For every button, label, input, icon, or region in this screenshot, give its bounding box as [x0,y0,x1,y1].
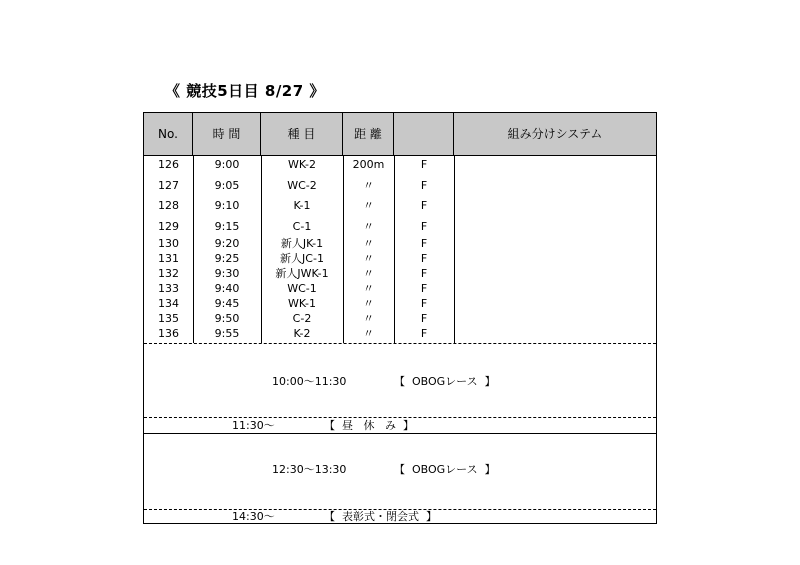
row-event: C-2 [292,312,312,325]
row-code: F [420,179,428,192]
row-code: F [420,237,428,250]
row-time: 9:05 [214,179,240,192]
schedule-table [143,112,657,524]
row-code: F [420,297,428,310]
page-title: 《 競技5日目 8/27 》 [165,82,325,100]
row-time: 9:00 [214,158,240,171]
row-distance: 〃 [363,252,374,265]
row-time: 9:45 [214,297,240,310]
table-header [144,113,656,156]
row-no: 127 [158,179,179,192]
row-event: K-2 [293,327,311,340]
row-distance: 200m [352,158,385,171]
row-no: 129 [158,220,179,233]
band-divider [144,417,656,418]
header-system: 組み分けシステム [507,127,603,141]
row-no: 128 [158,199,179,212]
row-code: F [420,252,428,265]
row-distance: 〃 [363,237,374,250]
band-label: 【 OBOGレース 】 [394,463,496,476]
row-code: F [420,220,428,233]
band-time: 10:00～11:30 [272,375,347,388]
band-label: 【 表彰式・閉会式 】 [324,510,437,523]
row-event: WK-1 [288,297,316,310]
row-time: 9:40 [214,282,240,295]
row-event: WC-1 [287,282,317,295]
band-label: 【 OBOGレース 】 [394,375,496,388]
row-distance: 〃 [363,282,374,295]
row-event: K-1 [293,199,311,212]
row-no: 132 [158,267,179,280]
row-time: 9:15 [214,220,240,233]
row-code: F [420,158,428,171]
header-distance: 距 離 [343,113,394,155]
row-event: WC-2 [287,179,317,192]
row-event: 新人JK-1 [280,237,324,250]
row-distance: 〃 [363,267,374,280]
row-distance: 〃 [363,327,374,340]
band-divider [144,343,656,344]
row-code: F [420,312,428,325]
row-distance: 〃 [363,199,374,212]
row-code: F [420,199,428,212]
band-time: 14:30～ [232,510,275,523]
column-divider [454,156,455,343]
row-event: 新人JC-1 [280,252,324,265]
row-event: C-1 [292,220,312,233]
row-time: 9:30 [214,267,240,280]
band-divider [144,433,656,434]
header-time: 時 間 [193,113,261,155]
row-code: F [420,267,428,280]
row-time: 9:25 [214,252,240,265]
row-no: 135 [158,312,179,325]
row-distance: 〃 [363,297,374,310]
row-no: 133 [158,282,179,295]
row-event: 新人JWK-1 [275,267,329,280]
band-label: 【 昼 休 み 】 [324,419,414,432]
row-distance: 〃 [363,220,374,233]
row-time: 9:20 [214,237,240,250]
band-time: 12:30～13:30 [272,463,347,476]
header-event: 種 目 [261,113,343,155]
row-no: 130 [158,237,179,250]
row-no: 136 [158,327,179,340]
row-no: 134 [158,297,179,310]
header-no: No. [144,113,193,155]
row-event: WK-2 [288,158,316,171]
band-time: 11:30～ [232,419,275,432]
row-no: 126 [158,158,179,171]
row-code: F [420,327,428,340]
row-time: 9:50 [214,312,240,325]
row-no: 131 [158,252,179,265]
row-distance: 〃 [363,179,374,192]
row-distance: 〃 [363,312,374,325]
row-time: 9:10 [214,199,240,212]
row-time: 9:55 [214,327,240,340]
header-blank [394,113,454,155]
row-code: F [420,282,428,295]
